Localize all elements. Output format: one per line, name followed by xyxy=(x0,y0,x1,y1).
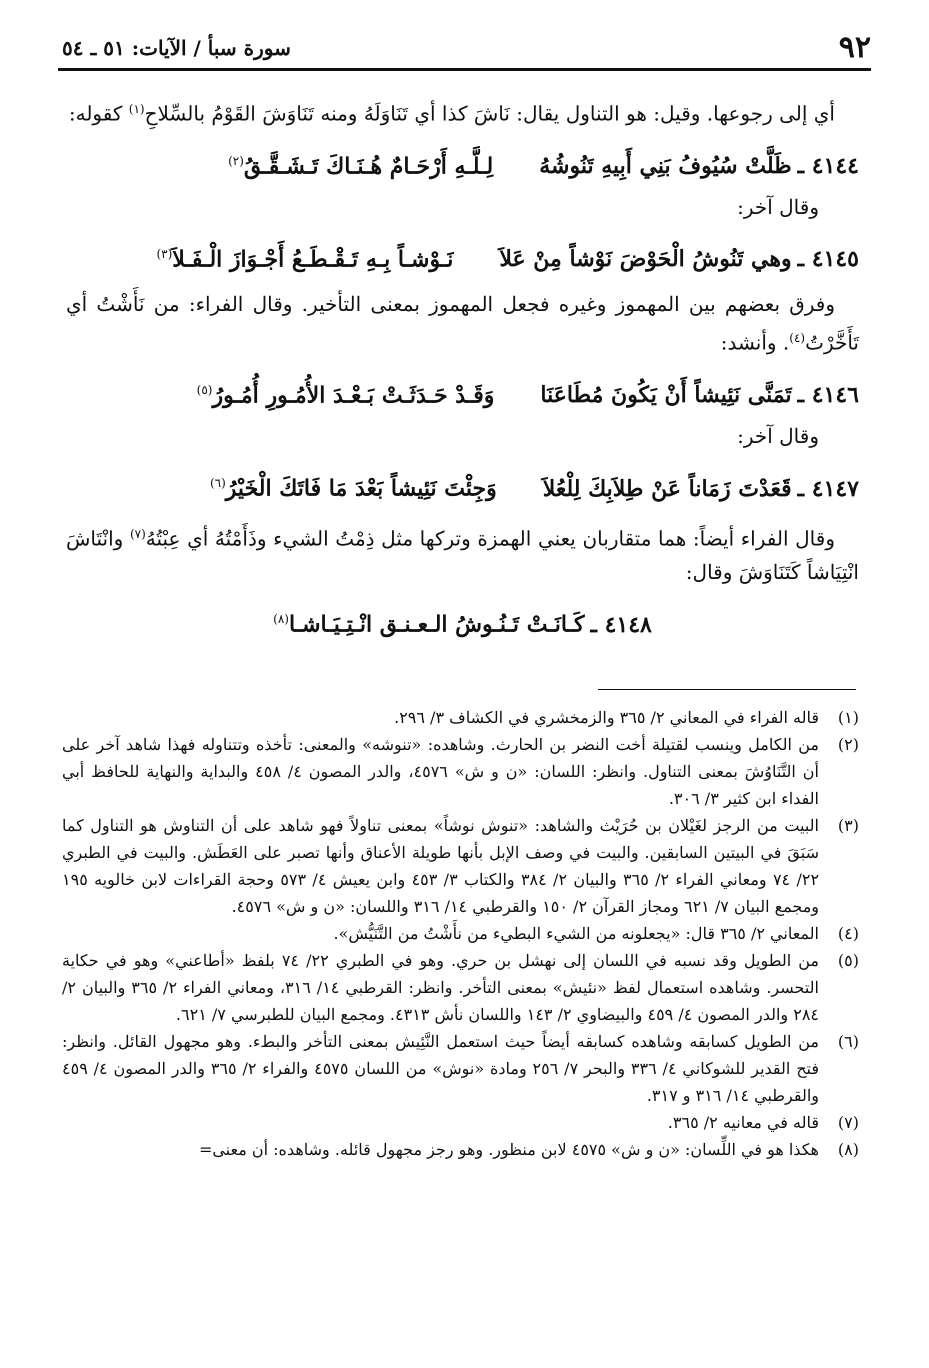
footnote-mark: (٤) xyxy=(837,924,859,943)
footnote-mark: (٣) xyxy=(837,816,859,835)
footnote-separator xyxy=(598,689,856,690)
footnote-mark: (٥) xyxy=(837,951,859,970)
footnote-text: المعاني ٢/ ٣٦٥ قال: «يجعلونه من الشيء البطيء من نأَشْتُ من التَّنَيُّش». xyxy=(333,924,819,943)
verse-number: ٤١٤٥ ـ xyxy=(797,246,859,273)
verse-4145 xyxy=(66,232,859,281)
footnote-3 xyxy=(62,812,859,920)
footnote-text: من الطويل وقد نسبه في اللسان إلى نهشل بن حري. وهو في الطبري ٢٢/ ٧٤ بلفظ «أطاعني» وهو في حكاية التحسر. وشاهده استعمال لفظ «نئيش» بمعنى التأخر. وانظر: القرطبي ١٤/ ٣١٦، ومعاني الفراء ٢/ ٣٦٥ والبيان ٢/ ٢٨٤ والدر المصون ٤/ ٤٥٩ والبيضاوي ٢/ ١٤٣ واللسان نأش ٤٣١٣. ومجمع البيان للطبرسي ٧/ ٦٢١. xyxy=(62,951,820,1024)
footnote-2 xyxy=(62,731,859,812)
paragraph-1-tail: كقوله: xyxy=(68,101,129,126)
verse-second-hemistich xyxy=(210,461,497,510)
paragraph-3-tail: وانْتَاشَ انْتِيَاشاً كَتَنَاوَشَ وقال: xyxy=(66,526,859,585)
verse-second-hemistich-text: لِـلَّـهِ أَرْحَـامٌ هُـنَـاكَ تَـشَـقَّـقُ xyxy=(243,152,494,179)
verse-text xyxy=(273,597,584,646)
paragraph-2-tail: . وأنشد: xyxy=(720,330,790,355)
footnote-5 xyxy=(62,947,859,1028)
verse-second-hemistich-text: وَجِئْتَ نَئِيشاً بَعْدَ مَا فَاتَكَ الْخَيْرُ xyxy=(225,475,497,502)
footnote-ref-2[interactable]: (٢) xyxy=(228,153,244,168)
paragraph-2 xyxy=(66,287,859,360)
footnote-text: قاله في معانيه ٢/ ٣٦٥. xyxy=(667,1113,819,1132)
qal-akhar-2: وقال آخر: xyxy=(737,424,819,449)
verse-number: ٤١٤٤ ـ xyxy=(797,152,859,179)
running-title: سورة سبأ / الآيات: ٥١ ـ ٥٤ xyxy=(62,36,291,60)
footnote-ref-4[interactable]: (٤) xyxy=(789,331,806,346)
verse-4144 xyxy=(66,139,859,188)
footnote-text: من الكامل وينسب لقتيلة أخت النضر بن الحارث. وشاهده: «تنوشه» والمعنى: تأخذه وتتناوله فهذا شاهد آخر على أن التَّنَاوُشَ بمعنى التناول. وانظر: اللسان: «ن و ش» ٤٥٧٦، والدر المصون ٤/ ٤٥٨ والبداية والنهاية للحافظ أبي الفداء ابن كثير ٣/ ٣٠٦. xyxy=(62,735,820,808)
verse-number: ٤١٤٨ ـ xyxy=(590,611,652,638)
verse-second-hemistich-text: وَقَـدْ حَـدَثَـتْ بَـعْـدَ الأُمُـورِ أُمُـورُ xyxy=(212,382,495,409)
paragraph-1-text: أي إلى رجوعها. وقيل: هو التناول يقال: نَاشَ كذا أي تَنَاوَلَهُ ومنه تَنَاوَشَ القَوْمُ بالسِّلاحِ xyxy=(144,101,835,126)
footnote-4 xyxy=(62,920,859,947)
main-text xyxy=(66,92,859,647)
footnote-ref-7[interactable]: (٧) xyxy=(129,526,146,541)
footnote-mark: (١) xyxy=(837,708,859,727)
footnote-text: البيت من الرجز لغَيْلان بن حُرَيْث والشاهد: «تنوش نوشاً» بمعنى تناولاً فهو شاهد على أن التناوش هو التناول كما سَبَقَ في البيتين السابقين. والبيت في وصف الإبل بأنها طويلة الأعناق وأنها تصبر على العَطَش. والبيت في الطبري ٢٢/ ٧٤ ومعاني الفراء ٢/ ٣٦٥ والبيان ٢/ ٣٨٤ والكتاب ٣/ ٤٥٣ وابن يعيش ٤/ ٥٧٣ وحجة القراءات لابن خالويه ١٩٥ ومجمع البيان ٧/ ٦٢١ ومجاز القرآن ٢/ ١٥٠ والقرطبي ١٤/ ٣١٦ واللسان: «ن و ش» ٤٥٧٦. xyxy=(62,816,820,916)
paragraph-1 xyxy=(66,92,859,131)
verse-second-hemistich-text: نَـوْشـاً بِـهِ تَـقْـطَـعُ أَجْـوَازَ الْـفَـلاَ xyxy=(172,246,454,273)
footnotes xyxy=(62,704,859,1163)
page-number: ٩٢ xyxy=(838,30,871,65)
footnote-8 xyxy=(62,1136,859,1163)
verse-text-content: كَـانَـتْ تَـنُـوشُ الـعـنـق انْـتِـيَـاشـا xyxy=(288,611,585,638)
footnote-text: هكذا هو في اللِّسان: «ن و ش» ٤٥٧٥ لابن منظور. وهو رجز مجهول قائله. وشاهده: أن معنى= xyxy=(198,1140,819,1159)
verse-first-hemistich: تَمَنَّى نَئِيشاً أَنْ يَكُونَ مُطَاعَنَا xyxy=(540,382,792,409)
verse-4147 xyxy=(66,461,859,510)
verse-first-hemistich: وهي تَنُوشُ الْحَوْضَ نَوْشاً مِنْ عَلاَ xyxy=(499,246,792,273)
footnote-mark: (٢) xyxy=(837,735,859,754)
footnote-mark: (٨) xyxy=(837,1140,859,1159)
footnote-6 xyxy=(62,1028,859,1109)
footnote-ref-6[interactable]: (٦) xyxy=(209,476,226,491)
footnote-text: قاله الفراء في المعاني ٢/ ٣٦٥ والزمخشري في الكشاف ٣/ ٢٩٦. xyxy=(394,708,819,727)
paragraph-3 xyxy=(66,517,859,590)
verse-4148 xyxy=(66,597,859,646)
verse-4146 xyxy=(66,368,859,417)
verse-second-hemistich xyxy=(197,368,495,417)
verse-first-hemistich: ظَلَّتْ سُيُوفُ بَنِي أَبِيهِ تَنُوشُهُ xyxy=(539,152,792,179)
verse-number: ٤١٤٦ ـ xyxy=(797,382,859,409)
verse-first-hemistich: قَعَدْتَ زَمَاناً عَنْ طِلاَبِكَ لِلْعُلاَ xyxy=(542,475,792,502)
qal-akhar-1: وقال آخر: xyxy=(737,194,819,219)
footnote-ref-3[interactable]: (٣) xyxy=(156,246,173,261)
paragraph-2-text: وفرق بعضهم بين المهموز وغيره فجعل المهموز بمعنى التأخير. وقال الفراء: من نَأَشْتُ أي تَأَخَّرْتُ xyxy=(66,292,859,355)
verse-number: ٤١٤٧ ـ xyxy=(797,475,859,502)
footnote-ref-8[interactable]: (٨) xyxy=(273,612,289,627)
verse-second-hemistich xyxy=(156,232,453,281)
footnote-mark: (٧) xyxy=(837,1113,859,1132)
footnote-1 xyxy=(62,704,859,731)
verse-second-hemistich xyxy=(228,139,493,188)
page-header xyxy=(58,22,871,71)
footnote-ref-5[interactable]: (٥) xyxy=(196,382,213,397)
footnote-mark: (٦) xyxy=(837,1032,859,1051)
paragraph-3-text: وقال الفراء أيضاً: هما متقاربان يعني الهمزة وتركها مثل ذِمْتُ الشيء وذَأَمْتُهُ أي عِبْتُهُ xyxy=(145,526,835,551)
footnote-text: من الطويل كسابقه وشاهده كسابقه أيضاً حيث استعمل النَّئِيش بمعنى التأخر والبطء. وهو مجهول القائل. وانظر: فتح القدير للشوكاني ٤/ ٣٣٦ والبحر ٧/ ٢٥٦ ومادة «نوش» من اللسان ٤٥٧٥ والفراء ٢/ ٣٦٥ والدر المصون ٤/ ٤٥٩ والقرطبي ١٤/ ٣١٦ و ٣١٧. xyxy=(62,1032,820,1105)
footnote-ref-1[interactable]: (١) xyxy=(128,102,145,116)
footnote-7 xyxy=(62,1109,859,1136)
